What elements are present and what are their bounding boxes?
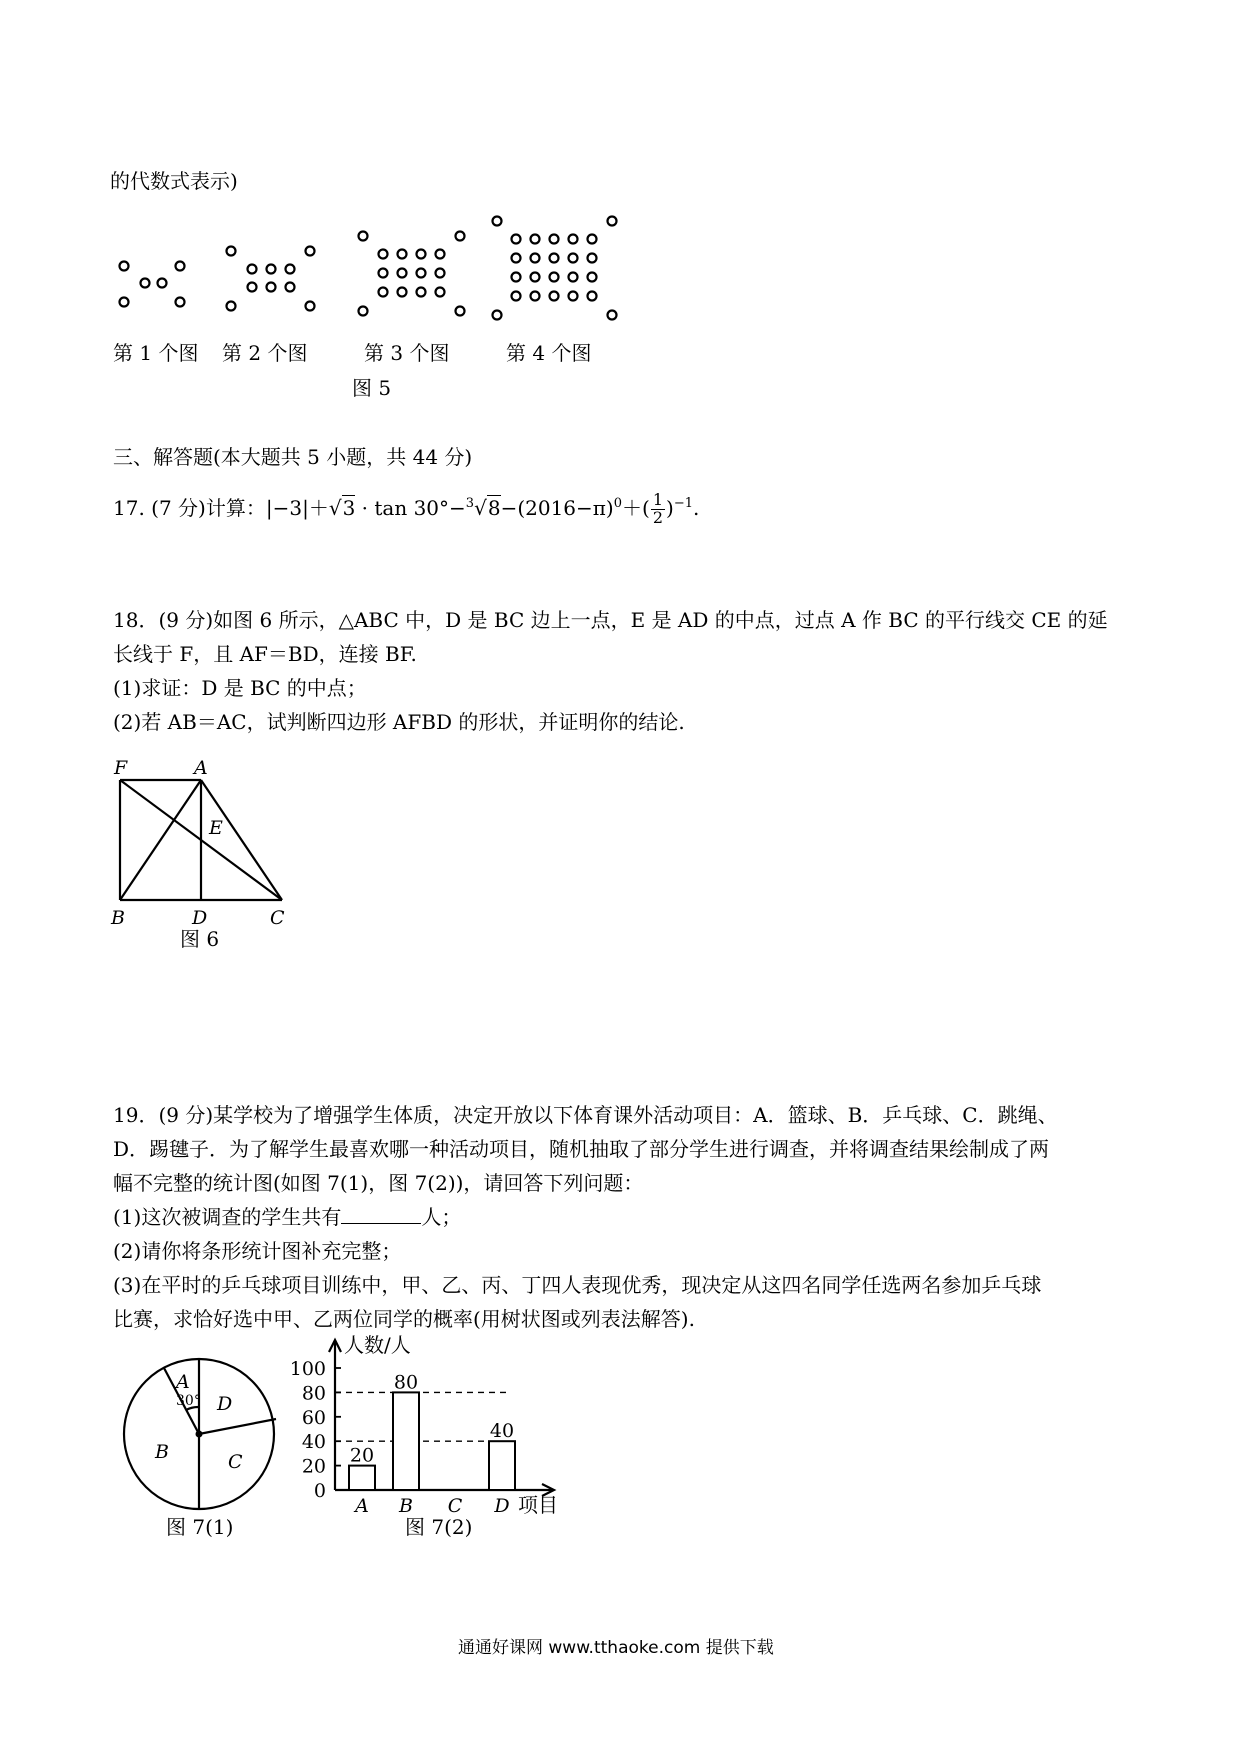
fig5-panel-label-1: 第 1 个图 [113, 341, 199, 365]
sqrt-argument: 3 [342, 495, 356, 520]
q19-line-3: 幅不完整的统计图(如图 7(1)，图 7(2))，请回答下列问题： [113, 1171, 644, 1195]
y-tick-label-20: 20 [301, 1455, 326, 1478]
q18-line-1: 18．(9 分)如图 6 所示，△ABC 中，D 是 BC 边上一点，E 是 AD 的中点，过点 A 作 BC 的平行线交 CE 的延 [113, 608, 1108, 632]
q19-part-2: (2)请你将条形统计图补充完整； [113, 1239, 402, 1263]
x-tick-label-A: A [355, 1495, 369, 1517]
pie-angle-label: 30° [176, 1393, 201, 1409]
bar-A [349, 1466, 375, 1490]
frac-denominator: 2 [652, 507, 664, 527]
neg-one-exponent: −1 [673, 496, 693, 512]
cbrt-index: 3 [465, 496, 475, 512]
q17-plus-paren: ＋( [622, 495, 650, 520]
x-axis-title: 项目 [518, 1493, 558, 1517]
q19-line-2: D．踢毽子．为了解学生最喜欢哪一种活动项目，随机抽取了部分学生进行调查，并将调查结果绘制成了两 [113, 1137, 1050, 1161]
label-B: B [111, 907, 125, 929]
footer-text: 通通好课网 www.tthaoke.com 提供下载 [458, 1638, 774, 1658]
q19-part-1-text: (1)这次被调查的学生共有 [113, 1205, 342, 1229]
bar-B [393, 1392, 419, 1490]
q17-close-paren: ) [666, 495, 674, 520]
frac-numerator: 1 [652, 490, 664, 509]
y-axis-title: 人数/人 [344, 1333, 411, 1357]
bar-D [489, 1441, 515, 1490]
y-tick-label-60: 60 [301, 1406, 326, 1429]
y-tick-label-0: 0 [313, 1480, 326, 1502]
sqrt-sign: √ [328, 495, 342, 520]
q17-number: 17. [113, 495, 145, 520]
q19-part-3-line-2: 比赛，求恰好选中甲、乙两位同学的概率(用树状图或列表法解答). [113, 1307, 695, 1331]
pie-label-C: C [228, 1451, 243, 1473]
pie-label-B: B [155, 1441, 169, 1463]
section-title: 三、解答题(本大题共 5 小题，共 44 分) [113, 445, 473, 469]
fig7-2-caption: 图 7(2) [405, 1515, 473, 1539]
q18-line-2: 长线于 F，且 AF＝BD，连接 BF. [113, 642, 417, 666]
q17-pow-term: −(2016−π) [500, 495, 614, 520]
continued-text: 的代数式表示) [110, 169, 238, 193]
fig6-caption: 图 6 [180, 927, 220, 951]
x-tick-label-D: D [494, 1495, 510, 1517]
q17-end: . [693, 495, 700, 520]
label-E: E [209, 817, 223, 839]
bar-value-label-B: 80 [393, 1371, 419, 1394]
pie-label-D: D [217, 1393, 233, 1415]
y-tick-label-40: 40 [301, 1431, 326, 1454]
cbrt-sign: √ [474, 495, 487, 520]
q19-part-1-unit: 人； [421, 1205, 462, 1229]
pow-zero: 0 [613, 496, 623, 512]
label-F: F [114, 757, 128, 779]
fig5-panel-label-4: 第 4 个图 [506, 341, 592, 365]
pie-label-A: A [176, 1371, 190, 1393]
q18-part-2: (2)若 AB＝AC，试判断四边形 AFBD 的形状，并证明你的结论. [113, 710, 685, 734]
q17-abs-term: |−3|＋ [265, 495, 329, 520]
fig5-caption: 图 5 [352, 376, 392, 400]
label-A: A [194, 757, 208, 779]
label-C: C [270, 907, 285, 929]
q19-line-1: 19．(9 分)某学校为了增强学生体质，决定开放以下体育课外活动项目：A．篮球、B．乒乓球、C．跳绳、 [113, 1103, 1058, 1127]
fig5-panel-label-2: 第 2 个图 [222, 341, 308, 365]
x-tick-label-B: B [399, 1495, 413, 1517]
q17-tan-term: · tan 30°− [355, 495, 466, 520]
q19-part-3-line-1: (3)在平时的乒乓球项目训练中，甲、乙、丙、丁四人表现优秀，现决定从这四名同学任选两名参加乒乓球 [113, 1273, 1042, 1297]
fig7-1-caption: 图 7(1) [166, 1515, 234, 1539]
q18-part-1: (1)求证：D 是 BC 的中点； [113, 676, 367, 700]
label-D: D [192, 907, 208, 929]
fig5-panel-label-3: 第 3 个图 [364, 341, 450, 365]
bar-value-label-D: 40 [489, 1420, 515, 1443]
q17-score: (7 分)计算： [151, 495, 266, 520]
cbrt-argument: 8 [487, 495, 501, 520]
y-tick-label-100: 100 [289, 1358, 326, 1380]
bar-value-label-A: 20 [349, 1444, 375, 1467]
x-tick-label-C: C [447, 1495, 463, 1517]
y-tick-label-80: 80 [301, 1382, 326, 1405]
